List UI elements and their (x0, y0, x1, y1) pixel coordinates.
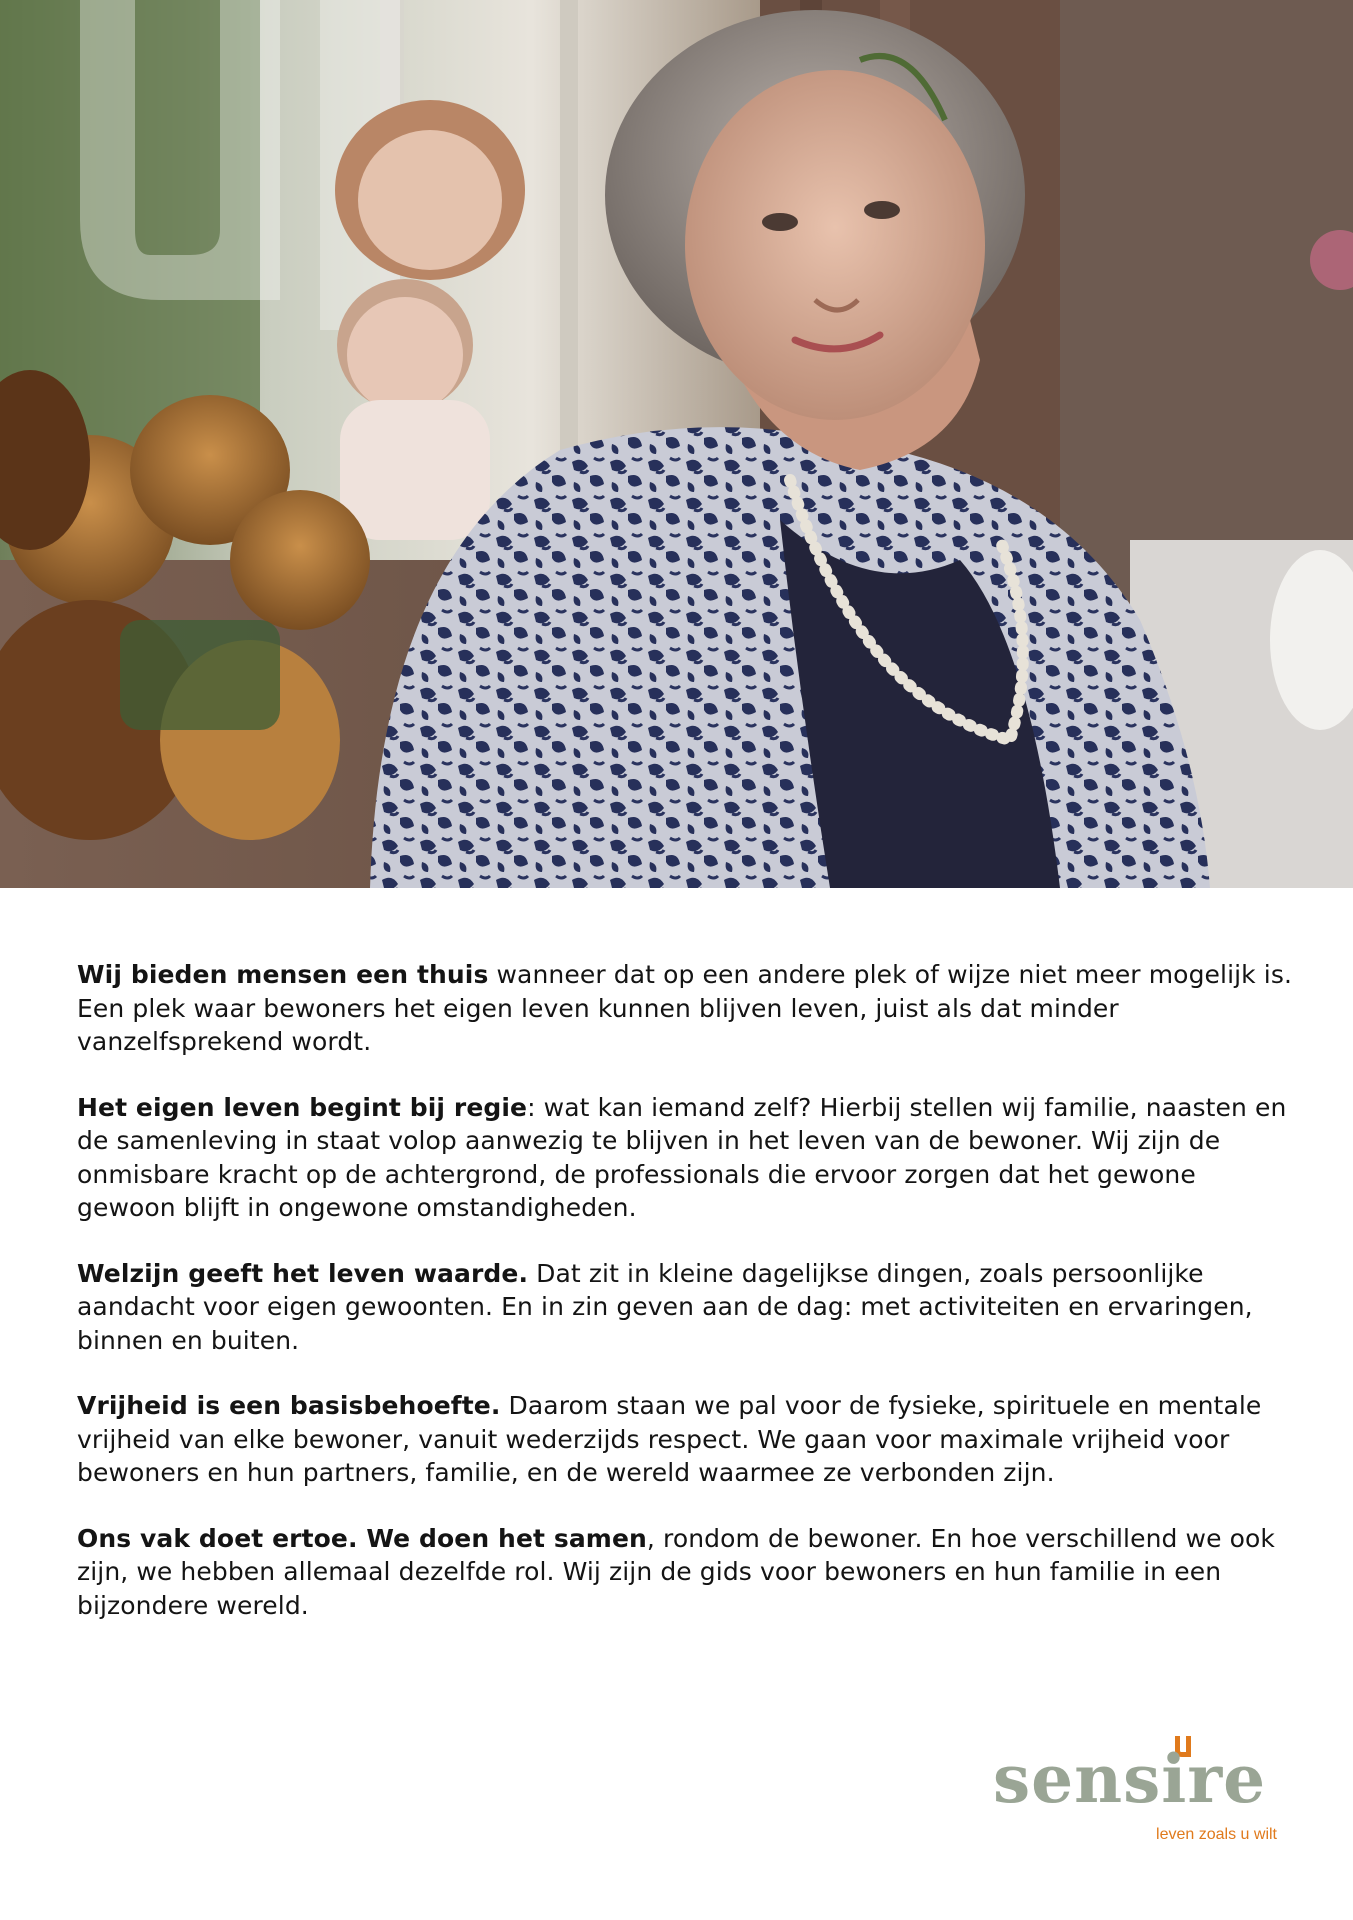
paragraph-body: , rondom de bewoner. En hoe verschillend we ook zijn, we hebben allemaal dezelfde rol. Wij zijn de gids voor bewoners en hun familie in een bijzondere wereld. (77, 1523, 1275, 1620)
body-text (77, 958, 1297, 1654)
paragraph-lead: Ons vak doet ertoe. We doen het samen (77, 1523, 647, 1553)
paragraph-samen (77, 1522, 1297, 1623)
paragraph-body: Daarom staan we pal voor de fysieke, spirituele en mentale vrijheid van elke bewoner, vanuit wederzijds respect. We gaan voor maximale vrijheid voor bewoners en hun partners, familie, en de wereld waarmee ze verbonden zijn. (77, 1391, 1262, 1487)
paragraph-lead: Wij bieden mensen een thuis (77, 960, 489, 989)
paragraph-body: Dat zit in kleine dagelijkse dingen, zoals persoonlijke aandacht voor eigen gewoonten. En in zin geven aan de dag: met activiteiten en ervaringen, binnen en buiten. (77, 1258, 1253, 1355)
paragraph-regie (77, 1091, 1297, 1225)
paragraph-thuis (77, 958, 1297, 1059)
paragraph-vrijheid (77, 1389, 1297, 1490)
paragraph-welzijn (77, 1257, 1297, 1358)
paragraph-lead: Het eigen leven begint bij regie (77, 1092, 528, 1122)
logo-tagline: leven zoals u wilt (1156, 1826, 1277, 1843)
sensire-logo (985, 1734, 1285, 1846)
logo-wordmark: sensire (993, 1740, 1267, 1818)
paragraph-body: : wat kan iemand zelf? Hierbij stellen wij familie, naasten en de samenleving in staat volop aanwezig te blijven in het leven van de bewoner. Wij zijn de onmisbare kracht op de achtergrond, de professionals die ervoor zorgen dat het gewone gewoon blijft in ongewone omstandigheden. (77, 1092, 1287, 1222)
hero-photo (0, 0, 1353, 888)
paragraph-lead: Welzijn geeft het leven waarde. (77, 1258, 529, 1288)
paragraph-body: wanneer dat op een andere plek of wijze niet meer mogelijk is. Een plek waar bewoners het eigen leven kunnen blijven leven, juist als dat minder vanzelfsprekend wordt. (77, 960, 1293, 1056)
paragraph-lead: Vrijheid is een basisbehoefte. (77, 1391, 501, 1420)
